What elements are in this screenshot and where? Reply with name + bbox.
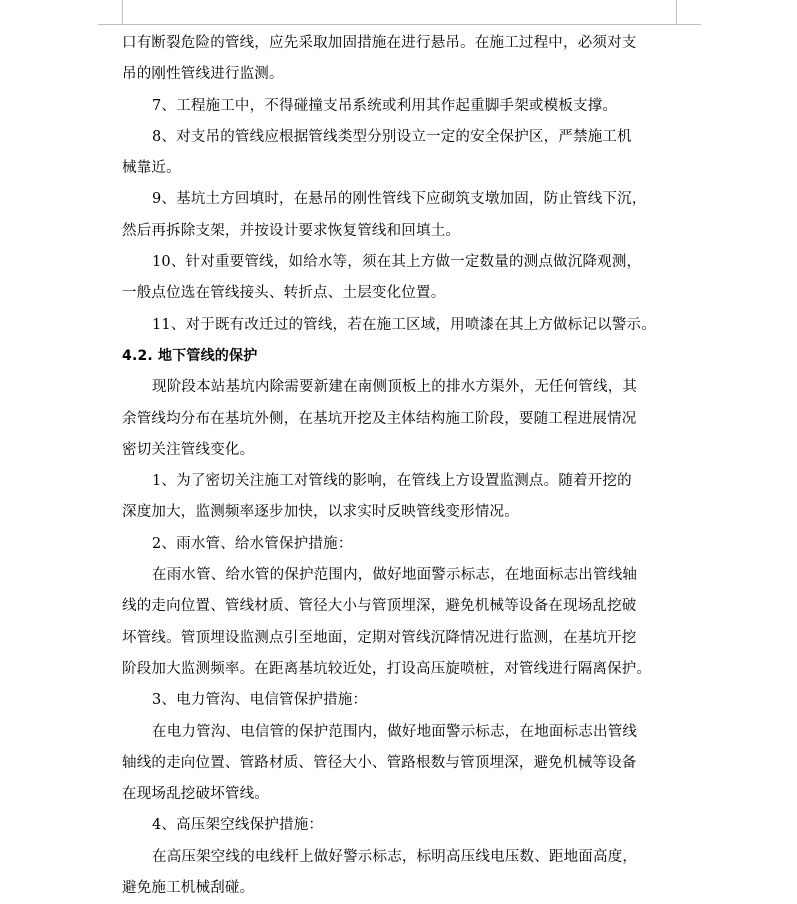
text-line: 在现场乱挖破坏管线。 — [122, 786, 269, 803]
text-line: 深度加大，监测频率逐步加快，以求实时反映管线变形情况。 — [122, 504, 519, 521]
text-line: 阶段加大监测频率。在距离基坑较近处，打设高压旋喷桩，对管线进行隔离保护。 — [122, 660, 652, 677]
text-line: 轴线的走向位置、管路材质、管径大小、管路根数与管顶埋深，避免机械等设备 — [122, 754, 637, 771]
text-line: 一般点位选在管线接头、转折点、土层变化位置。 — [122, 285, 446, 302]
text-line: 9、基坑土方回填时，在悬吊的刚性管线下应砌筑支墩加固，防止管线下沉， — [152, 191, 647, 208]
page-margin-guide-left — [122, 0, 123, 24]
text-line: 1、为了密切关注施工对管线的影响，在管线上方设置监测点。随着开挖的 — [152, 473, 632, 490]
document-body — [122, 28, 678, 904]
text-line: 在高压架空线的电线杆上做好警示标志，标明高压线电压数、距地面高度， — [152, 848, 638, 865]
page-corner-mark-left — [98, 24, 122, 25]
page-margin-guide-right — [676, 0, 677, 24]
text-line: 吊的刚性管线进行监测。 — [122, 66, 284, 83]
text-line: 4、高压架空线保护措施： — [152, 817, 324, 834]
text-line: 7、工程施工中，不得碰撞支吊系统或利用其作起重脚手架或模板支撑。 — [152, 97, 618, 114]
text-line: 密切关注管线变化。 — [122, 441, 255, 458]
text-line: 8、对支吊的管线应根据管线类型分别设立一定的安全保护区，严禁施工机 — [152, 128, 632, 145]
text-line: 在电力管沟、电信管的保护范围内，做好地面警示标志，在地面标志出管线 — [152, 723, 638, 740]
text-line: 余管线均分布在基坑外侧，在基坑开挖及主体结构施工阶段，要随工程进展情况 — [122, 410, 637, 427]
text-line: 坏管线。管顶埋设监测点引至地面，定期对管线沉降情况进行监测，在基坑开挖 — [122, 629, 637, 646]
section-heading: 4.2. 地下管线的保护 — [122, 347, 258, 364]
page-margin-guide-top — [122, 24, 677, 25]
text-line: 2、雨水管、给水管保护措施： — [152, 535, 353, 552]
text-line: 口有断裂危险的管线，应先采取加固措施在进行悬吊。在施工过程中，必须对支 — [122, 35, 637, 51]
text-line: 11、对于既有改迁过的管线，若在施工区域，用喷漆在其上方做标记以警示。 — [152, 316, 656, 333]
text-line: 然后再拆除支架，并按设计要求恢复管线和回填土。 — [122, 222, 461, 239]
text-line: 避免施工机械刮碰。 — [122, 880, 255, 897]
text-line: 现阶段本站基坑内除需要新建在南侧顶板上的排水方渠外，无任何管线，其 — [152, 379, 638, 396]
text-line: 械靠近。 — [122, 160, 181, 177]
text-line: 3、电力管沟、电信管保护措施： — [152, 692, 368, 709]
text-line: 在雨水管、给水管的保护范围内，做好地面警示标志，在地面标志出管线轴 — [152, 567, 638, 584]
page-corner-mark-right — [677, 24, 701, 25]
text-line: 线的走向位置、管线材质、管径大小与管顶埋深，避免机械等设备在现场乱挖破 — [122, 598, 637, 615]
text-line: 10、针对重要管线，如给水等，须在其上方做一定数量的测点做沉降观测， — [152, 254, 642, 271]
